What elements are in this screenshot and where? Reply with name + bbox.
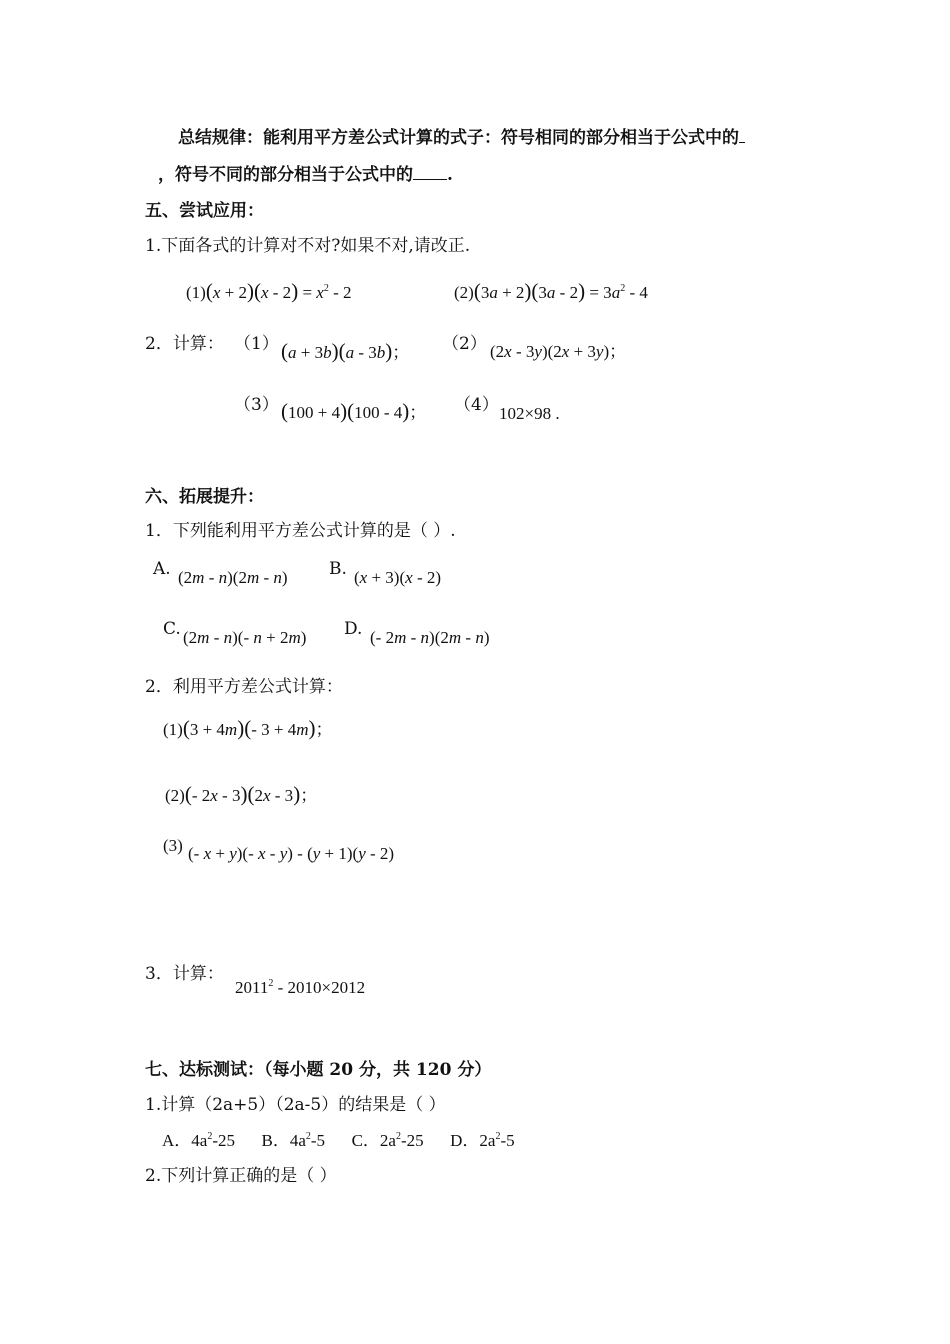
option-c: C．$2a^2-25$ [351,1131,424,1150]
section-6-q3-expr: 2011$^2$ - 2010×2012 [235,978,366,997]
option-b-expr: (x + 3)(x - 2) [354,568,442,587]
option-d-label: D. [344,619,363,639]
summary-line-2-end: . [447,165,453,185]
section-7-q1-options [162,1130,515,1152]
section-6-heading: 六、拓展提升： [145,487,264,507]
section-5-heading: 五、尝试应用： [145,201,264,221]
summary-line-2 [158,163,453,186]
section-5-q2-label-3: （3） [234,395,279,415]
part-label: (2) [165,786,185,805]
part-label: (2) [454,283,474,302]
answer-blank [413,163,447,180]
summary-line-1 [178,126,745,149]
answer-blank [739,126,745,143]
summary-line-1-text: 总结规律：能利用平方差公式计算的式子：符号相同的部分相当于公式中的 [178,128,739,148]
section-6-q2-part-3: (- x + y)(- x - y) - (y + 1)(y - 2) [188,844,395,863]
option-d-expr: (- 2m - n)(2m - n) [370,628,490,647]
section-5-q2-label-2: （2） [442,334,487,354]
section-6-q2-text: 2．利用平方差公式计算： [145,677,343,697]
option-a-label: A. [153,559,171,579]
section-7-q2-text: 2.下列计算正确的是（ ） [145,1166,337,1186]
part-label: (1) [186,283,206,302]
section-5-q2-label-4: （4） [454,395,499,415]
part-label: (1) [163,720,183,739]
section-5-q1-part-2: $(2)(3a + 2)(3a - 2) = 3a^2 - 4$ [454,279,648,303]
option-a-expr: (2m - n)(2m - n) [178,568,288,587]
option-d: D．$2a^2-5$ [450,1131,515,1150]
section-6-q2-part-1: (1)(3 + 4m)(- 3 + 4m)； [163,716,333,740]
section-5-q2-part-1: (a + 3b)(a - 3b)； [281,339,410,363]
section-5-q2-part-2: (2x - 3y)(2x + 3y)； [490,342,627,361]
option-a: A．$4a^2-25$ [162,1131,235,1150]
section-7-q1-text: 1.计算（2a+5）（2a-5）的结果是（ ） [145,1095,446,1115]
option-c-label: C. [163,619,181,639]
section-5-q2-part-3: (100 + 4)(100 - 4)； [281,399,427,423]
section-5-q2-part-4: 102×98 . [499,404,560,423]
section-5-q2-text: 2．计算： [145,334,224,354]
summary-line-2-text: ，符号不同的部分相当于公式中的 [158,165,413,185]
section-6-q2-part-3-label: (3) [163,836,183,855]
section-5-q2-label-1: （1） [234,334,279,354]
section-6-q3-text: 3．计算： [145,964,224,984]
section-6-q1-text: 1．下列能利用平方差公式计算的是（ ）. [145,521,456,541]
section-6-q2-part-2: (2)(- 2x - 3)(2x - 3)； [165,782,318,806]
option-b-label: B. [329,559,347,579]
section-5-q1-text: 1.下面各式的计算对不对?如果不对,请改正. [145,236,471,256]
option-b: B．$4a^2-5$ [261,1131,326,1150]
section-5-q1-part-1: $(1)(x + 2)(x - 2) = x^2 - 2$ [186,279,352,303]
section-7-heading: 七、达标测试：（每小题 20 分，共 120 分） [145,1060,492,1080]
option-c-expr: (2m - n)(- n + 2m) [183,628,307,647]
